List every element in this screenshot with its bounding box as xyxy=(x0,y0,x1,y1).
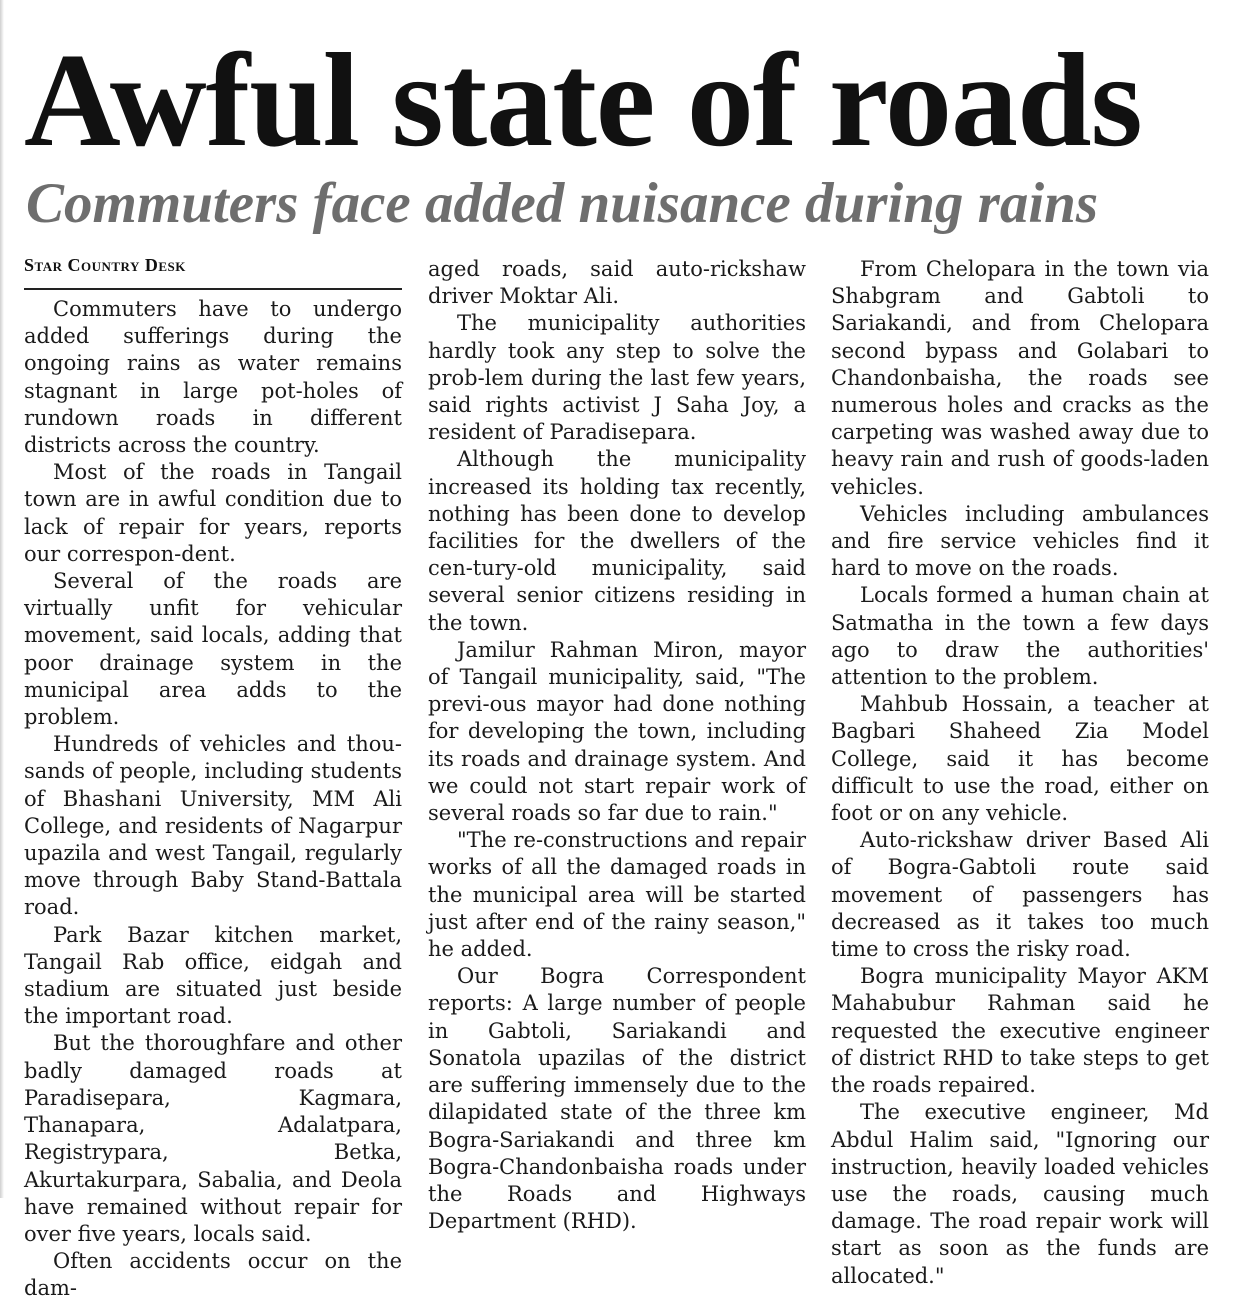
paragraph: Hundreds of vehicles and thou-sands of people, including students of Bhashani University, MM Ali College, and residents of Nagarpur upazila and west Tangail, regularly move through Baby Stand-Battala road. xyxy=(24,732,402,920)
paragraph: Bogra municipality Mayor AKM Mahabubur Rahman said he requested the executive engineer of district RHD to take steps to get the roads repaired. xyxy=(831,964,1209,1098)
paragraph: But the thoroughfare and other badly damaged roads at Paradisepara, Kagmara, Thanapara, Adalatpara, Registrypara, Betka, Akurtakurpara, Sabalia, and Deola have remained without repair for over five years, locals said. xyxy=(24,1031,402,1246)
subheadline: Commuters face added nuisance during rains xyxy=(26,172,1099,235)
paragraph: Vehicles including ambulances and fire service vehicles find it hard to move on the roads. xyxy=(831,501,1209,581)
article-column-3 xyxy=(831,256,1209,1290)
paragraph: Jamilur Rahman Miron, mayor of Tangail municipality, said, "The previ-ous mayor had done nothing for developing the town, including its roads and drainage system. And we could not start repair work of several roads so far due to rain." xyxy=(428,637,806,826)
page-edge-shadow xyxy=(0,0,4,1198)
paragraph: Although the municipality increased its holding tax recently, nothing has been done to develop facilities for the dwellers of the cen-tury-old municipality, said several senior citizens residing in the town. xyxy=(428,447,806,635)
article-body xyxy=(24,252,1209,1301)
byline: Star Country Desk xyxy=(24,252,402,290)
paragraph-continued: aged roads, said auto-rickshaw driver Moktar Ali. xyxy=(428,257,806,309)
paragraph: Mahbub Hossain, a teacher at Bagbari Shaheed Zia Model College, said it has become difficult to use the road, either on foot or on any vehicle. xyxy=(831,692,1209,826)
article-column-2 xyxy=(428,256,806,1235)
paragraph: The municipality authorities hardly took any step to solve the prob-lem during the last few years, said rights activist J Saha Joy, a resident of Paradisepara. xyxy=(428,311,806,445)
article-column-1 xyxy=(24,252,402,1303)
paragraph: Park Bazar kitchen market, Tangail Rab office, eidgah and stadium are situated just beside the important road. xyxy=(24,922,402,1029)
paragraph: Our Bogra Correspondent reports: A large number of people in Gabtoli, Sariakandi and Sonatola upazilas of the district are suffering immensely due to the dilapidated state of the three km Bogra-Sariakandi and three km Bogra-Chandonbaisha roads under the Roads and Highways Department (RHD). xyxy=(428,964,806,1234)
paragraph: Auto-rickshaw driver Based Ali of Bogra-Gabtoli route said movement of passengers has decreased as it takes too much time to cross the risky road. xyxy=(831,828,1209,962)
paragraph: Several of the roads are virtually unfit for vehicular movement, said locals, adding that poor drainage system in the municipal area adds to the problem. xyxy=(24,569,402,730)
headline: Awful state of roads xyxy=(24,26,1142,174)
paragraph: Often accidents occur on the dam- xyxy=(24,1249,402,1301)
paragraph: Commuters have to undergo added sufferings during the ongoing rains as water remains stagnant in large pot-holes of rundown roads in different districts across the country. xyxy=(24,297,402,458)
paragraph: From Chelopara in the town via Shabgram and Gabtoli to Sariakandi, and from Chelopara second bypass and Golabari to Chandonbaisha, the roads see numerous holes and cracks as the carpeting was washed away due to heavy rain and rush of goods-laden vehicles. xyxy=(831,257,1209,499)
paragraph: Locals formed a human chain at Satmatha in the town a few days ago to draw the authorities' attention to the problem. xyxy=(831,583,1209,690)
paragraph: The executive engineer, Md Abdul Halim said, "Ignoring our instruction, heavily loaded vehicles use the roads, causing much damage. The road repair work will start as soon as the funds are allocated." xyxy=(831,1100,1209,1288)
paragraph: "The re-constructions and repair works of all the damaged roads in the municipal area will be started just after end of the rainy season," he added. xyxy=(428,828,806,962)
paragraph: Most of the roads in Tangail town are in awful condition due to lack of repair for years, reports our correspon-dent. xyxy=(24,460,402,566)
